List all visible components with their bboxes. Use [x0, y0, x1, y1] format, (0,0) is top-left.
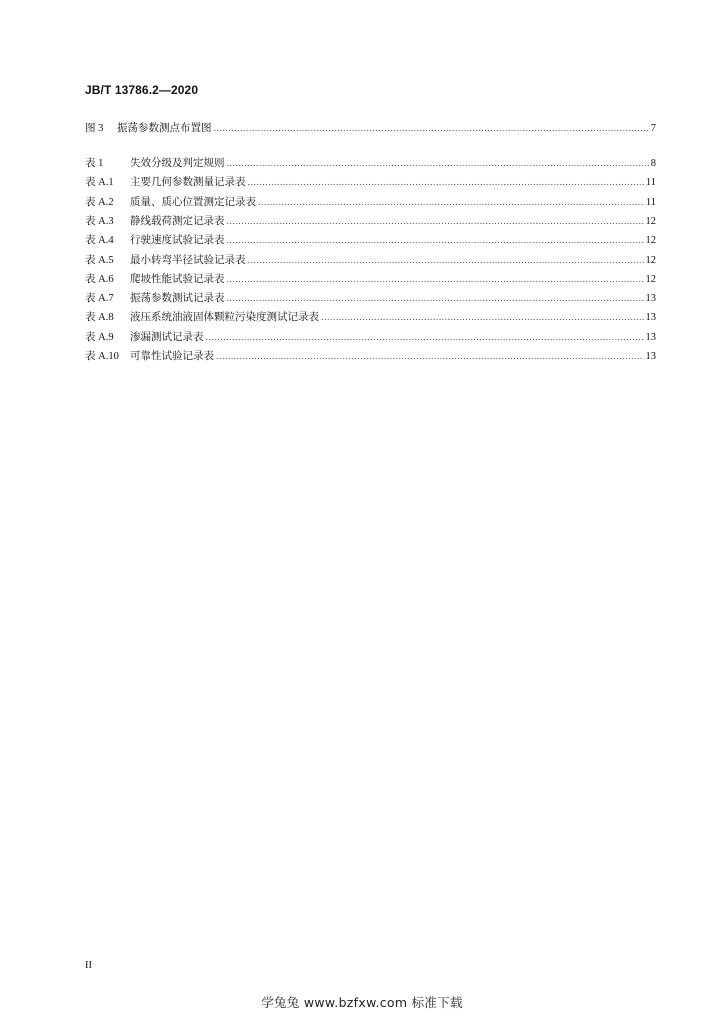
toc-entry-label: 表 A.10: [85, 351, 119, 362]
toc-dot-leader: [206, 330, 644, 346]
toc-entry-label: 表 1: [85, 158, 104, 169]
toc-entry-page: 12: [645, 254, 656, 266]
toc-entry-table[interactable]: [85, 232, 656, 248]
toc-entry-title: 质量、质心位置测定记录表: [130, 195, 256, 208]
toc-entry-table[interactable]: [85, 290, 656, 306]
toc-entry-label: 表 A.1: [85, 177, 114, 189]
toc-dot-leader: [258, 195, 644, 211]
page-number: II: [85, 960, 92, 971]
toc-dot-leader: [227, 272, 644, 288]
toc-entry-page: 12: [645, 235, 656, 247]
toc-entry-table[interactable]: [85, 309, 656, 325]
toc-entry-page: 11: [645, 196, 656, 208]
toc-entry-table[interactable]: [85, 213, 656, 229]
toc-entry-title: 爬坡性能试验记录表: [130, 272, 225, 285]
toc-entry-title: 液压系统油液固体颗粒污染度测试记录表: [130, 311, 319, 324]
toc-dot-leader: [248, 253, 644, 269]
toc-entry-table[interactable]: [85, 271, 656, 287]
toc-entry-page: 8: [650, 158, 656, 169]
toc-dot-leader: [214, 121, 649, 137]
toc-entry-table[interactable]: [85, 194, 656, 210]
toc-dot-leader: [248, 175, 644, 191]
toc-entry-label: 表 A.4: [85, 235, 114, 247]
toc-entry-page: 13: [645, 312, 656, 324]
toc-entry-title: 失效分级及判定规则: [130, 157, 225, 169]
toc-dot-leader: [321, 310, 644, 326]
toc-entry-label: 表 A.3: [85, 215, 114, 227]
toc-entry-label: 表 A.7: [85, 293, 114, 305]
toc-dot-leader: [227, 291, 644, 307]
toc-entry-title: 振荡参数测点布置图: [117, 122, 212, 134]
toc-entry-title: 行驶速度试验记录表: [130, 234, 225, 247]
toc-entry-page: 12: [645, 273, 656, 285]
toc-entry-title: 最小转弯半径试验记录表: [130, 253, 246, 266]
site-watermark: 学兔兔 www.bzfxw.com 标准下载: [261, 995, 463, 1010]
toc-entry-title: 振荡参数测试记录表: [130, 292, 225, 305]
toc-dot-leader: [227, 156, 649, 172]
toc-entry-label: 表 A.5: [85, 254, 114, 266]
toc-entry-figure[interactable]: [85, 120, 656, 136]
toc-entry-title: 主要几何参数测量记录表: [130, 176, 246, 189]
toc-entry-label: 表 A.2: [85, 196, 114, 208]
document-code: JB/T 13786.2—2020: [85, 83, 199, 97]
toc-entry-label: 表 A.6: [85, 273, 114, 285]
toc-entry-page: 12: [645, 215, 656, 227]
toc-entry-table[interactable]: [85, 155, 656, 171]
toc-entry-table[interactable]: [85, 252, 656, 268]
toc-dot-leader: [227, 214, 644, 230]
toc-entry-table[interactable]: [85, 174, 656, 190]
toc-entry-page: 7: [650, 123, 656, 134]
toc-entry-label: 表 A.8: [85, 312, 114, 324]
toc-dot-leader: [216, 349, 644, 365]
toc-entry-page: 13: [645, 351, 656, 362]
toc-entry-page: 13: [645, 293, 656, 305]
toc-entry-title: 渗漏测试记录表: [130, 330, 204, 343]
toc-entry-page: 13: [645, 331, 656, 343]
toc-entry-label: 图 3: [85, 123, 104, 134]
toc-entry-page: 11: [645, 177, 656, 189]
toc-entry-table[interactable]: [85, 329, 656, 345]
toc-entry-label: 表 A.9: [85, 331, 114, 343]
toc-entry-title: 可靠性试验记录表: [130, 350, 214, 362]
toc-entry-title: 静线载荷测定记录表: [130, 214, 225, 227]
toc-dot-leader: [227, 233, 644, 249]
toc-entry-table[interactable]: [85, 348, 656, 364]
